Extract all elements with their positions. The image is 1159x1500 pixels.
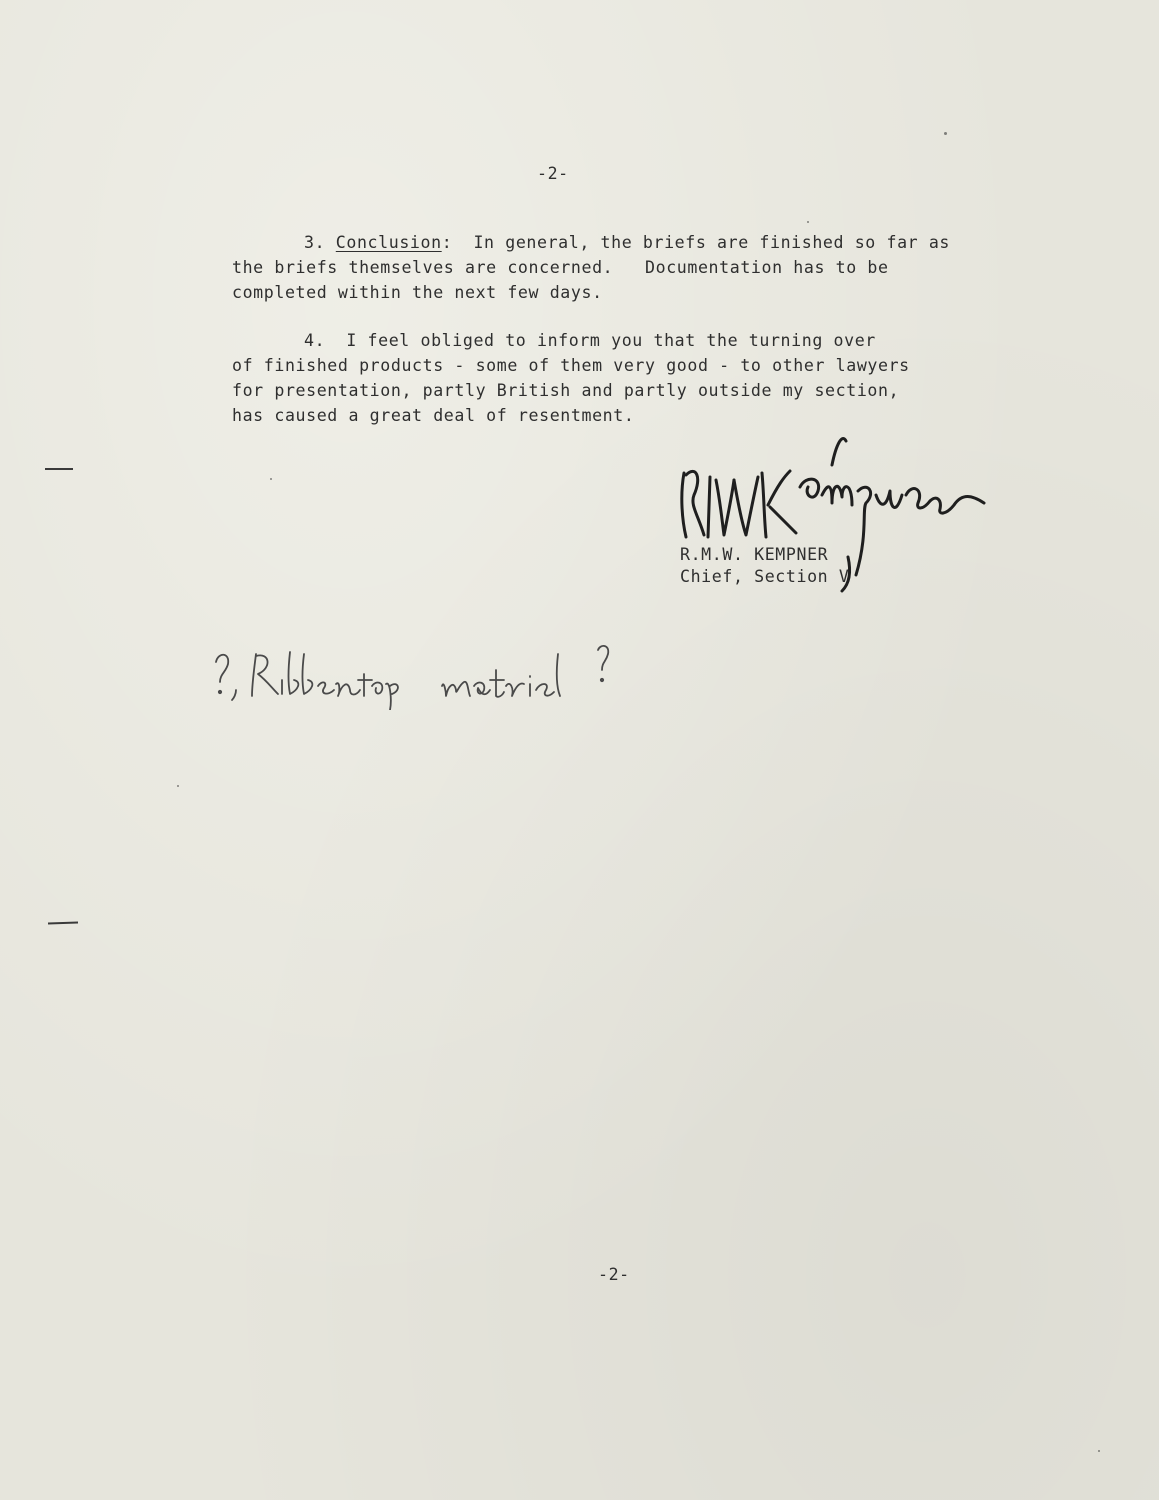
handwritten-note [206, 640, 626, 710]
signature-block [680, 545, 850, 621]
margin-mark [48, 921, 78, 924]
page-number-top: -2- [537, 164, 569, 183]
paragraph-3 [232, 233, 951, 328]
paragraph-4-line-2: of finished products - some of them very good - to other lawyers [232, 356, 910, 375]
page-number-bottom: -2- [598, 1265, 630, 1284]
paragraph-3-line-1-text: : In general, the briefs are finished so far as [441, 233, 951, 252]
paper-speck [1098, 1450, 1100, 1452]
paragraph-3-line-2: the briefs themselves are concerned. Documentation has to be [232, 258, 889, 277]
paragraph-3-heading: Conclusion [335, 233, 442, 252]
paper-speck [177, 785, 179, 787]
paragraph-4-line-1: 4. I feel obliged to inform you that the turning over [304, 331, 876, 350]
margin-mark [45, 468, 73, 470]
paragraph-3-line-1 [232, 233, 950, 252]
paper-speck [807, 221, 809, 223]
paper-speck [270, 478, 272, 480]
signer-name: R.M.W. KEMPNER [680, 545, 829, 564]
paper-speck [944, 132, 947, 135]
paragraph-4-line-4: has caused a great deal of resentment. [232, 406, 635, 425]
signer-title: Chief, Section V [680, 567, 850, 586]
paragraph-4-line-3: for presentation, partly British and partly outside my section, [232, 381, 900, 400]
paragraph-3-number: 3. [304, 233, 326, 252]
paragraph-4 [232, 331, 910, 445]
paragraph-3-line-3: completed within the next few days. [232, 283, 603, 302]
